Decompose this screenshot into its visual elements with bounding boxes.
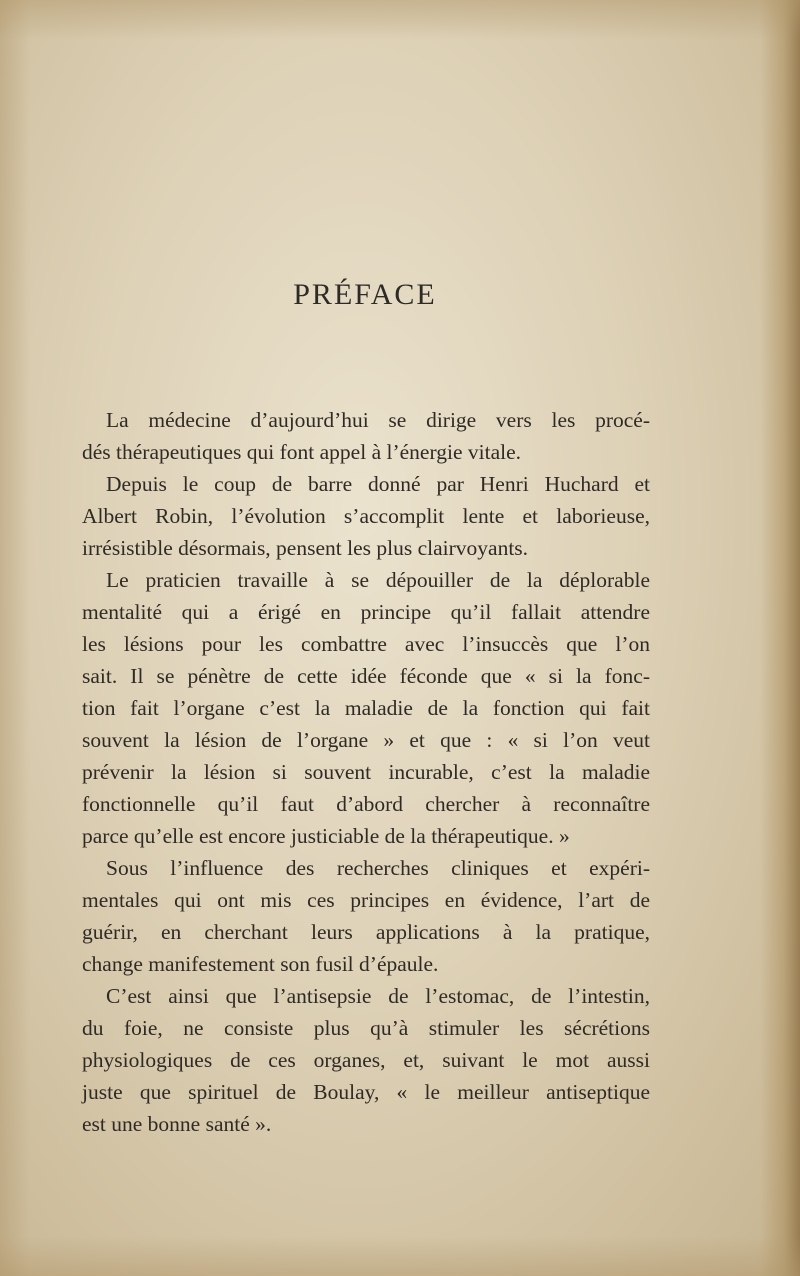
text-line: prévenir la lésion si souvent incurable, c’est la maladie xyxy=(82,760,650,784)
text-line: C’est ainsi que l’antisepsie de l’estomac, de l’intestin, xyxy=(106,984,650,1008)
text-line: change manifestement son fusil d’épaule. xyxy=(82,952,439,976)
text-line: irrésistible désormais, pensent les plus clairvoyants. xyxy=(82,536,529,560)
body-text xyxy=(82,404,650,1140)
text-line: Depuis le coup de barre donné par Henri Huchard et xyxy=(106,472,650,496)
page-edge-shadow-bottom xyxy=(0,1236,800,1276)
text-line: dés thérapeutiques qui font appel à l’énergie vitale. xyxy=(82,440,521,464)
text-line: mentales qui ont mis ces principes en évidence, l’art de xyxy=(82,888,650,912)
text-line: les lésions pour les combattre avec l’insuccès que l’on xyxy=(82,632,650,656)
text-line: Le praticien travaille à se dépouiller de la déplorable xyxy=(106,568,650,592)
text-line: juste que spirituel de Boulay, « le meilleur antiseptique xyxy=(82,1080,650,1104)
text-line: Albert Robin, l’évolution s’accomplit lente et laborieuse, xyxy=(82,504,650,528)
text-line: sait. Il se pénètre de cette idée féconde que « si la fonc- xyxy=(82,664,650,688)
text-line: Sous l’influence des recherches cliniques et expéri- xyxy=(106,856,650,880)
text-line: tion fait l’organe c’est la maladie de la fonction qui fait xyxy=(82,696,650,720)
text-line: physiologiques de ces organes, et, suivant le mot aussi xyxy=(82,1048,650,1072)
page-edge-shadow-top xyxy=(0,0,800,40)
text-line: La médecine d’aujourd’hui se dirige vers les procé- xyxy=(106,408,650,432)
page-title: PRÉFACE xyxy=(293,278,437,311)
text-line: est une bonne santé ». xyxy=(82,1112,272,1136)
text-line: guérir, en cherchant leurs applications à la pratique, xyxy=(82,920,650,944)
text-line: parce qu’elle est encore justiciable de la thérapeutique. » xyxy=(82,824,570,848)
text-line: souvent la lésion de l’organe » et que : « si l’on veut xyxy=(82,728,650,752)
page-edge-shadow-left xyxy=(0,0,30,1276)
page-edge-shadow-right xyxy=(760,0,800,1276)
text-line: du foie, ne consiste plus qu’à stimuler les sécrétions xyxy=(82,1016,650,1040)
text-line: mentalité qui a érigé en principe qu’il fallait attendre xyxy=(82,600,650,624)
text-line: fonctionnelle qu’il faut d’abord chercher à reconnaître xyxy=(82,792,650,816)
